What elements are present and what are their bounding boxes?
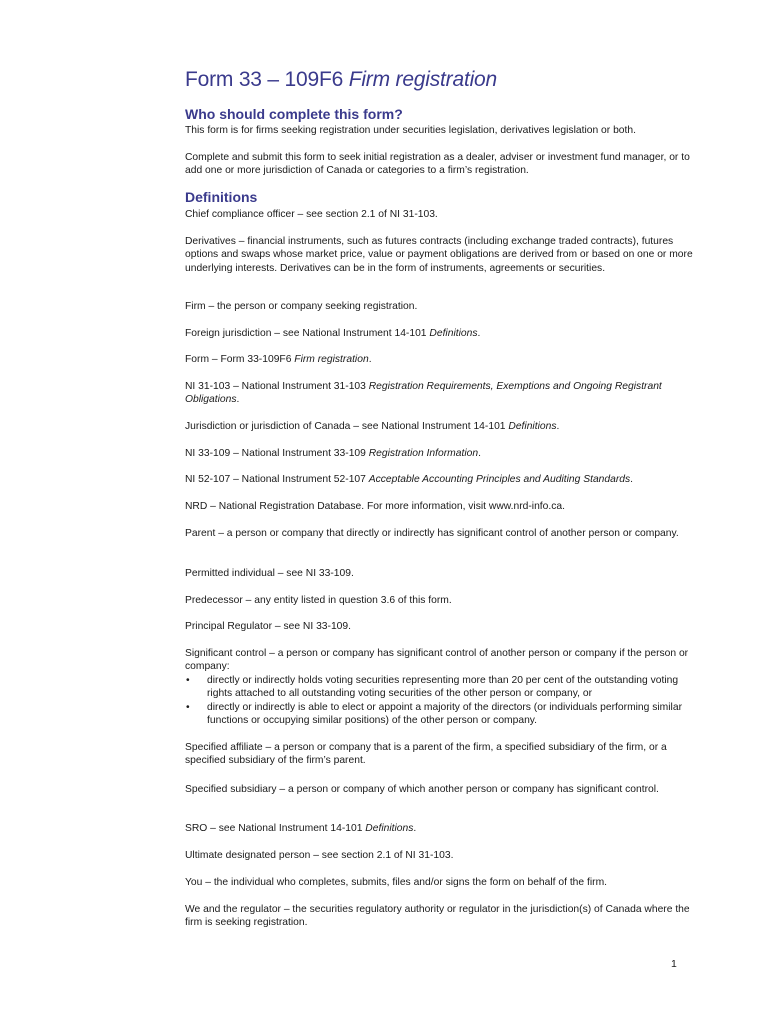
bullet-icon: •: [186, 701, 190, 713]
definition-we-and-regulator: We and the regulator – the securities regulatory authority or regulator in the jurisdiction(s) of Canada where the firm is seeking registration.: [185, 904, 690, 929]
definition-ultimate-designated-person: Ultimate designated person – see section 2.1 of NI 31-103.: [185, 850, 454, 861]
form-title-number: Form 33 – 109F6: [185, 68, 349, 91]
definition-form: Form – Form 33-109F6 Firm registration.: [185, 354, 372, 365]
definition-cco: Chief compliance officer – see section 2.1 of NI 31-103.: [185, 209, 438, 220]
definition-permitted-individual: Permitted individual – see NI 33-109.: [185, 568, 354, 579]
page-number: 1: [671, 958, 677, 970]
who-paragraph-1: This form is for firms seeking registration under securities legislation, derivatives legislation or both.: [185, 125, 636, 136]
definition-you: You – the individual who completes, submits, files and/or signs the form on behalf of the firm.: [185, 877, 608, 888]
list-item: • directly or indirectly holds voting securities representing more than 20 per cent of the outstanding voting rights attached to all outstanding voting securities of the other person or company, or: [186, 675, 679, 700]
form-title-name: Firm registration: [348, 68, 498, 91]
bullet-icon: •: [186, 675, 190, 686]
significant-control-list: [185, 674, 700, 728]
definition-nrd: NRD – National Registration Database. For more information, visit www.nrd-info.ca.: [185, 501, 565, 512]
definition-significant-control: Significant control – a person or company has significant control of another person or company if the person or company:: [185, 648, 689, 673]
definition-ni-33-109: NI 33-109 – National Instrument 33-109 Registration Information.: [185, 448, 481, 459]
definition-specified-subsidiary: Specified subsidiary – a person or company of which another person or company has significant control.: [185, 784, 659, 795]
section-heading-definitions: Definitions: [185, 189, 258, 205]
definition-principal-regulator: Principal Regulator – see NI 33-109.: [185, 621, 351, 632]
definition-derivatives: Derivatives – financial instruments, such as futures contracts (including exchange traded contracts), futures options and swaps whose market price, value or payment obligations are derived from or based on one or more underlying interests. Derivatives can be in the form of instruments, agreements or securities.: [185, 236, 693, 274]
form-title: [185, 68, 497, 92]
definition-ni-52-107: NI 52-107 – National Instrument 52-107 Acceptable Accounting Principles and Auditing Standards.: [185, 474, 634, 485]
definition-foreign-jurisdiction: Foreign jurisdiction – see National Instrument 14-101 Definitions.: [185, 328, 481, 339]
definition-predecessor: Predecessor – any entity listed in question 3.6 of this form.: [185, 595, 452, 606]
who-paragraph-2: Complete and submit this form to seek initial registration as a dealer, adviser or investment fund manager, or to add one or more jurisdiction of Canada or categories to a firm’s registration.: [185, 152, 690, 177]
definition-ni-31-103: NI 31-103 – National Instrument 31-103 Registration Requirements, Exemptions and Ongoing Registrant Obligations.: [185, 381, 662, 406]
definition-parent: Parent – a person or company that directly or indirectly has significant control of another person or company.: [185, 528, 679, 539]
definition-specified-affiliate: Specified affiliate – a person or company that is a parent of the firm, a specified subsidiary of the firm, or a specified subsidiary of the firm’s parent.: [185, 742, 667, 767]
list-item: • directly or indirectly is able to elect or appoint a majority of the directors (or individuals performing similar functions or occupying similar positions) of the other person or company.: [186, 701, 682, 727]
section-heading-who: Who should complete this form?: [185, 106, 403, 122]
definition-sro: SRO – see National Instrument 14-101 Definitions.: [185, 823, 417, 834]
definition-jurisdiction: Jurisdiction or jurisdiction of Canada – see National Instrument 14-101 Definitions.: [185, 421, 560, 432]
definition-firm: Firm – the person or company seeking registration.: [185, 301, 418, 312]
